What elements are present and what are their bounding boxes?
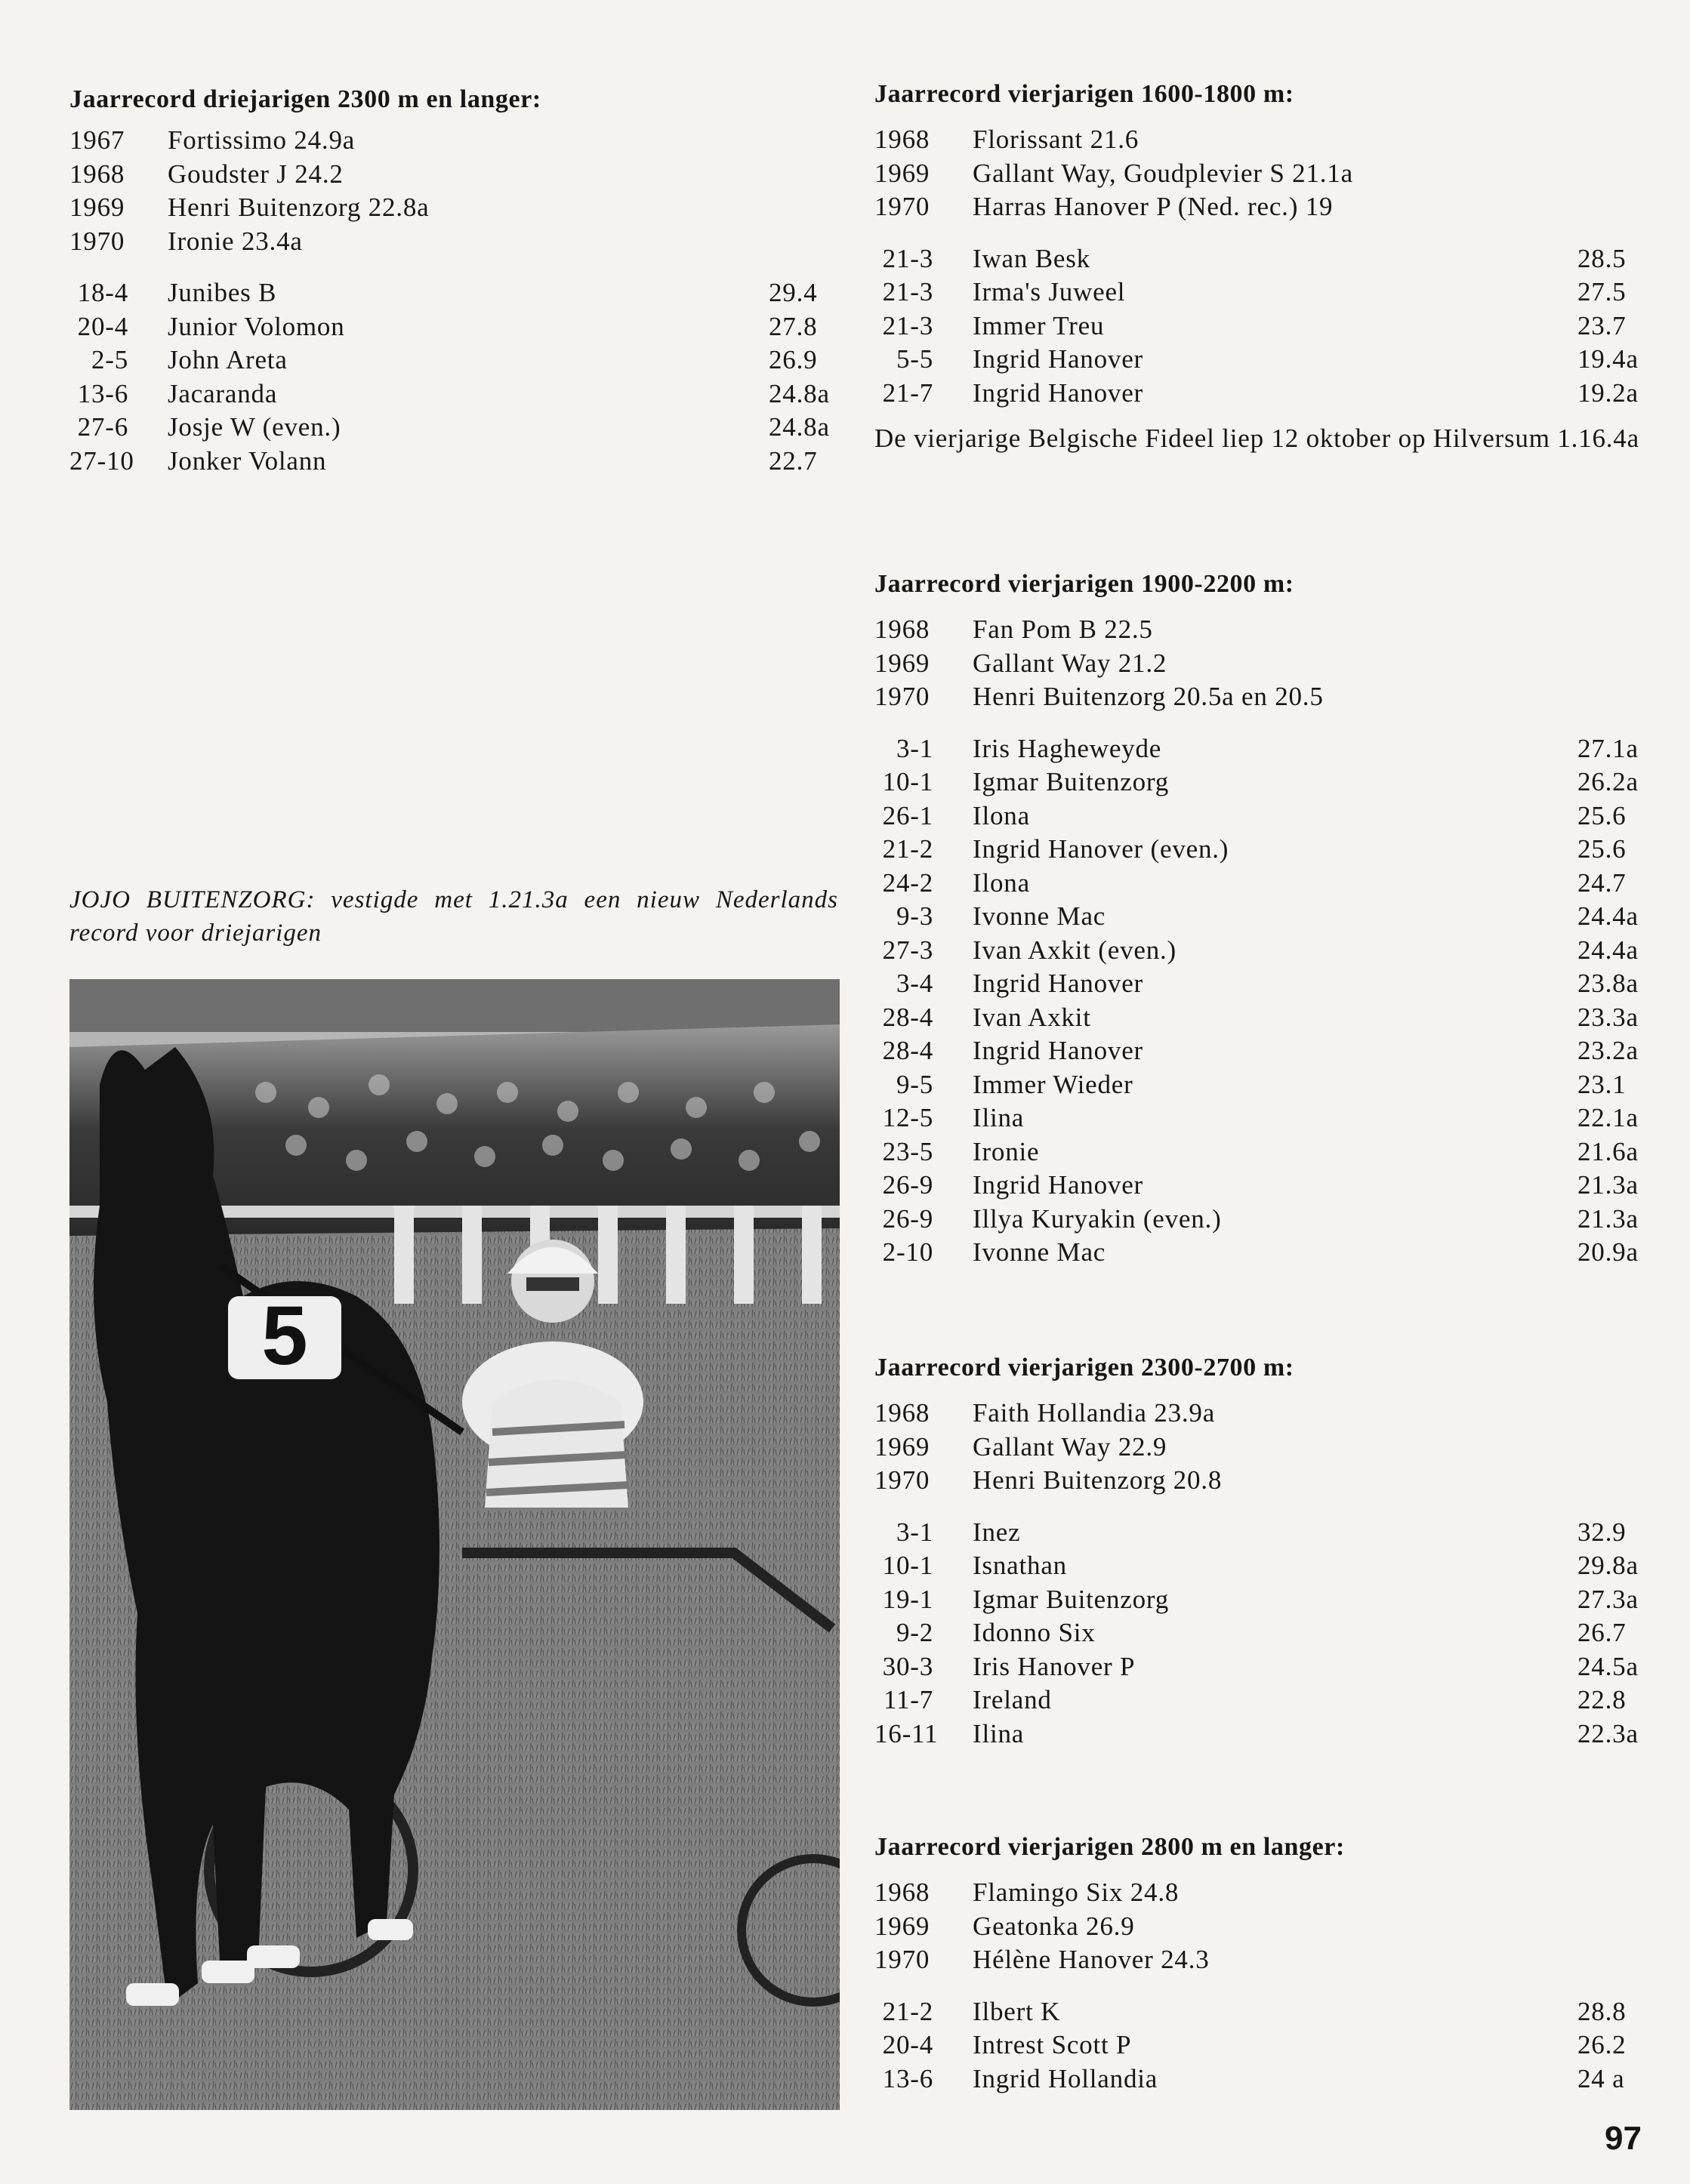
record-year: 1970 (874, 1945, 930, 1974)
race-record-row (874, 1549, 1641, 1583)
section-heading: Jaarrecord vierjarigen 2800 m en langer: (874, 1833, 1345, 1861)
race-record-row (874, 799, 1641, 833)
horse-name: Ivan Axkit (even.) (973, 935, 1177, 965)
horse-name: Immer Wieder (973, 1069, 1133, 1099)
horse-name: Junior Volomon (168, 311, 345, 341)
race-date: 26-1 (882, 800, 933, 830)
race-record-row (874, 1101, 1641, 1135)
race-time: 23.2a (1577, 1036, 1639, 1065)
race-date: 10-1 (882, 767, 933, 796)
race-date: 27-6 (77, 412, 128, 442)
year-record-row (69, 124, 832, 158)
horse-name: Ivan Axkit (973, 1002, 1091, 1032)
race-record-row (874, 2028, 1641, 2062)
race-record-row (874, 1995, 1641, 2029)
horse-name: Ingrid Hanover (973, 969, 1143, 998)
race-time: 23.8a (1577, 969, 1639, 998)
race-record-row (874, 732, 1641, 766)
race-date: 20-4 (882, 2030, 933, 2059)
record-holder: Ironie 23.4a (168, 226, 303, 256)
year-record-row (69, 158, 832, 192)
year-record-row (874, 680, 1641, 714)
horse-name: Ingrid Hanover (973, 1036, 1143, 1065)
horse-name: Inez (973, 1517, 1021, 1547)
race-time: 27.1a (1577, 733, 1639, 763)
horse-name: Josje W (even.) (168, 412, 341, 442)
race-record-row (874, 343, 1641, 377)
race-record-row (874, 242, 1641, 276)
record-holder: Flamingo Six 24.8 (973, 1878, 1180, 1907)
race-date: 20-4 (77, 311, 128, 341)
section-heading: Jaarrecord vierjarigen 1900-2200 m: (874, 570, 1294, 598)
race-record-row (874, 1650, 1641, 1684)
race-date: 24-2 (882, 867, 933, 898)
horse-name: Idonno Six (973, 1618, 1096, 1647)
race-date: 11-7 (883, 1685, 933, 1714)
record-holder: Henri Buitenzorg 20.8 (973, 1465, 1223, 1495)
horse-name: John Areta (168, 345, 288, 374)
race-date: 9-2 (896, 1618, 933, 1647)
race-record-row (69, 445, 832, 479)
race-record-row (874, 833, 1641, 867)
race-date: 21-3 (882, 310, 933, 340)
race-time: 22.8 (1577, 1685, 1627, 1714)
race-record-row (874, 1001, 1641, 1035)
race-time: 32.9 (1577, 1517, 1627, 1547)
horse-name: Ingrid Hanover (973, 377, 1143, 408)
horse-name: Immer Treu (973, 310, 1105, 340)
record-holder: Florissant 21.6 (973, 125, 1140, 154)
horse-name: Irma's Juweel (973, 277, 1126, 306)
horse-name: Isnathan (973, 1551, 1067, 1580)
race-record-row (874, 1516, 1641, 1550)
horse-name: Ireland (973, 1685, 1052, 1714)
race-record-row (874, 1169, 1641, 1203)
race-date: 30-3 (882, 1651, 933, 1681)
race-record-row (69, 377, 832, 411)
horse-name: Iris Hagheweyde (973, 733, 1162, 763)
year-records (874, 1397, 1641, 1498)
race-date: 13-6 (882, 2063, 933, 2093)
race-record-row (874, 276, 1641, 310)
race-records (69, 276, 832, 478)
year-record-row (874, 647, 1641, 681)
record-year: 1967 (69, 125, 125, 155)
horse-name: Ilona (973, 800, 1030, 830)
race-date: 12-5 (882, 1103, 933, 1132)
race-date: 27-10 (69, 445, 134, 476)
race-time: 24.8a (769, 412, 830, 442)
race-date: 28-4 (882, 1002, 933, 1032)
record-holder: Henri Buitenzorg 22.8a (168, 193, 430, 222)
race-date: 2-5 (91, 345, 128, 374)
horse-name: Ivonne Mac (973, 901, 1106, 931)
horse-name: Ilina (973, 1718, 1025, 1748)
year-record-row (874, 613, 1641, 647)
race-time: 28.8 (1577, 1996, 1627, 2026)
horse-name: Ingrid Hanover (even.) (973, 834, 1229, 864)
race-time: 24.4a (1577, 935, 1639, 965)
race-date: 3-1 (896, 1517, 933, 1547)
year-record-row (874, 190, 1641, 224)
section-heading: Jaarrecord vierjarigen 2300-2700 m: (874, 1354, 1294, 1382)
race-time: 26.2 (1577, 2030, 1627, 2059)
race-date: 19-1 (882, 1584, 933, 1614)
race-record-row (874, 1068, 1641, 1102)
year-record-row (874, 1943, 1641, 1977)
race-time: 23.3a (1577, 1002, 1639, 1032)
race-record-row (69, 343, 832, 377)
horse-name: Ilina (973, 1103, 1025, 1132)
horse-name: Junibes B (168, 278, 277, 307)
race-time: 23.1 (1577, 1069, 1627, 1099)
race-record-row (69, 411, 832, 445)
race-date: 28-4 (882, 1036, 933, 1065)
race-time: 25.6 (1577, 800, 1627, 830)
horse-name: Jacaranda (168, 378, 278, 408)
record-year: 1968 (874, 615, 930, 644)
race-record-row (874, 1135, 1641, 1169)
horse-name: Iwan Besk (973, 243, 1090, 273)
race-time: 22.3a (1577, 1718, 1639, 1748)
section-4yo-1600 (874, 78, 1641, 455)
race-records (874, 242, 1641, 411)
year-record-row (874, 1910, 1641, 1944)
race-date: 26-9 (882, 1203, 933, 1234)
section-4yo-1900 (874, 568, 1641, 1270)
year-record-row (874, 1431, 1641, 1465)
race-date: 27-3 (882, 935, 933, 965)
horse-name: Intrest Scott P (973, 2030, 1132, 2059)
page-number: 97 (1605, 2120, 1642, 2157)
saddle-cloth-number: 5 (261, 1289, 308, 1382)
race-date: 13-6 (77, 378, 128, 408)
record-holder: Harras Hanover P (Ned. rec.) 19 (973, 192, 1334, 221)
race-time: 26.7 (1577, 1618, 1627, 1647)
horse-name: Jonker Volann (168, 445, 327, 476)
race-record-row (874, 1717, 1641, 1751)
race-date: 3-4 (896, 969, 933, 998)
race-record-row (874, 1616, 1641, 1650)
race-time: 26.2a (1577, 767, 1639, 796)
horse-name: Ironie (973, 1136, 1040, 1166)
race-time: 20.9a (1577, 1237, 1639, 1267)
record-holder: Faith Hollandia 23.9a (973, 1398, 1216, 1428)
race-record-row (874, 900, 1641, 934)
race-date: 9-5 (896, 1069, 933, 1099)
race-record-row (874, 867, 1641, 901)
race-record-row (874, 765, 1641, 799)
section-4yo-2800 (874, 1831, 1641, 2096)
race-date: 2-10 (882, 1237, 933, 1267)
race-date: 18-4 (77, 278, 128, 307)
race-time: 24.7 (1577, 867, 1627, 898)
race-record-row (874, 310, 1641, 343)
race-date: 21-2 (882, 834, 933, 864)
race-date: 23-5 (882, 1136, 933, 1166)
record-holder: Goudster J 24.2 (168, 159, 344, 189)
race-time: 19.4a (1577, 344, 1639, 374)
race-record-row (69, 276, 832, 310)
race-record-row (874, 1683, 1641, 1717)
section-4yo-2300 (874, 1351, 1641, 1751)
horse-name: Ivonne Mac (973, 1237, 1106, 1267)
race-time: 21.3a (1577, 1170, 1639, 1200)
horse-name: Illya Kuryakin (even.) (973, 1203, 1222, 1234)
race-records (874, 732, 1641, 1270)
race-record-row (874, 1034, 1641, 1068)
race-date: 26-9 (882, 1170, 933, 1200)
race-record-row (874, 1583, 1641, 1617)
race-time: 24 a (1577, 2063, 1625, 2093)
year-record-row (69, 225, 832, 259)
race-time: 27.8 (769, 311, 818, 341)
record-holder: Gallant Way 21.2 (973, 648, 1167, 678)
race-record-row (874, 377, 1641, 411)
race-date: 9-3 (896, 901, 933, 931)
record-year: 1970 (874, 192, 930, 221)
race-date: 5-5 (896, 344, 933, 374)
year-records (874, 123, 1641, 224)
race-time: 25.6 (1577, 834, 1627, 864)
section-heading: Jaarrecord driejarigen 2300 m en langer: (69, 85, 541, 113)
record-holder: Gallant Way, Goudplevier S 21.1a (973, 158, 1353, 188)
race-time: 27.3a (1577, 1584, 1639, 1614)
section-3yo-2300 (69, 83, 832, 478)
year-records (874, 613, 1641, 714)
race-time: 22.1a (1577, 1103, 1639, 1132)
year-record-row (874, 1397, 1641, 1431)
record-year: 1969 (874, 1911, 930, 1941)
record-year: 1970 (874, 682, 930, 711)
year-records (874, 1876, 1641, 1977)
race-record-row (874, 934, 1641, 968)
caption-lead: JOJO BUITENZORG: (69, 886, 316, 913)
record-year: 1969 (874, 158, 930, 188)
race-time: 22.7 (769, 445, 818, 476)
horse-name: Igmar Buitenzorg (973, 1584, 1170, 1614)
year-records (69, 124, 832, 258)
section-note: De vierjarige Belgische Fideel liep 12 oktober op Hilversum 1.16.4a (874, 424, 1639, 453)
record-holder: Hélène Hanover 24.3 (973, 1945, 1210, 1974)
section-heading: Jaarrecord vierjarigen 1600-1800 m: (874, 80, 1294, 108)
race-time: 24.5a (1577, 1651, 1639, 1681)
race-time: 21.6a (1577, 1136, 1639, 1166)
year-record-row (874, 1876, 1641, 1910)
year-record-row (69, 191, 832, 225)
race-records (874, 1516, 1641, 1751)
horse-name: Ingrid Hollandia (973, 2063, 1158, 2093)
race-date: 3-1 (896, 733, 933, 763)
year-record-row (874, 1464, 1641, 1498)
race-time: 29.8a (1577, 1551, 1639, 1580)
race-date: 10-1 (882, 1551, 933, 1580)
trotting-horse-photo (69, 979, 840, 2110)
year-record-row (874, 123, 1641, 157)
year-record-row (874, 157, 1641, 191)
horse-name: Ingrid Hanover (973, 1170, 1143, 1200)
record-year: 1969 (874, 1431, 930, 1462)
photo-illustration (69, 979, 840, 2110)
race-date: 16-11 (874, 1718, 939, 1748)
race-time: 26.9 (769, 345, 818, 374)
record-holder: Gallant Way 22.9 (973, 1431, 1167, 1462)
race-time: 24.8a (769, 378, 830, 408)
record-year: 1969 (874, 648, 930, 678)
record-holder: Geatonka 26.9 (973, 1911, 1135, 1941)
race-time: 19.2a (1577, 377, 1639, 408)
horse-name: Iris Hanover P (973, 1651, 1136, 1681)
record-year: 1968 (874, 1878, 930, 1907)
race-time: 28.5 (1577, 243, 1627, 273)
horse-name: Ilona (973, 867, 1030, 898)
race-time: 29.4 (769, 278, 818, 307)
race-record-row (874, 1203, 1641, 1237)
record-year: 1969 (69, 193, 125, 222)
record-year: 1970 (69, 226, 125, 256)
race-time: 27.5 (1577, 277, 1627, 306)
photo-caption (69, 883, 838, 950)
race-date: 21-2 (882, 1996, 933, 2026)
record-year: 1968 (874, 125, 930, 154)
record-year: 1968 (874, 1398, 930, 1428)
race-records (874, 1995, 1641, 2096)
record-year: 1968 (69, 159, 125, 189)
race-record-row (69, 310, 832, 344)
horse-name: Igmar Buitenzorg (973, 767, 1170, 796)
horse-name: Ingrid Hanover (973, 344, 1143, 374)
race-time: 24.4a (1577, 901, 1639, 931)
horse-name: Ilbert K (973, 1996, 1061, 2026)
race-time: 21.3a (1577, 1203, 1639, 1234)
caption-text: vestigde met 1.21.3a een nieuw Nederlands record voor driejarigen (69, 886, 838, 947)
race-time: 23.7 (1577, 310, 1627, 340)
race-record-row (874, 2062, 1641, 2096)
record-holder: Fan Pom B 22.5 (973, 615, 1153, 644)
race-date: 21-3 (882, 277, 933, 306)
race-date: 21-3 (882, 243, 933, 273)
record-holder: Fortissimo 24.9a (168, 125, 356, 155)
record-year: 1970 (874, 1465, 930, 1495)
race-record-row (874, 967, 1641, 1001)
race-record-row (874, 1236, 1641, 1270)
race-date: 21-7 (882, 377, 933, 408)
record-holder: Henri Buitenzorg 20.5a en 20.5 (973, 682, 1324, 711)
